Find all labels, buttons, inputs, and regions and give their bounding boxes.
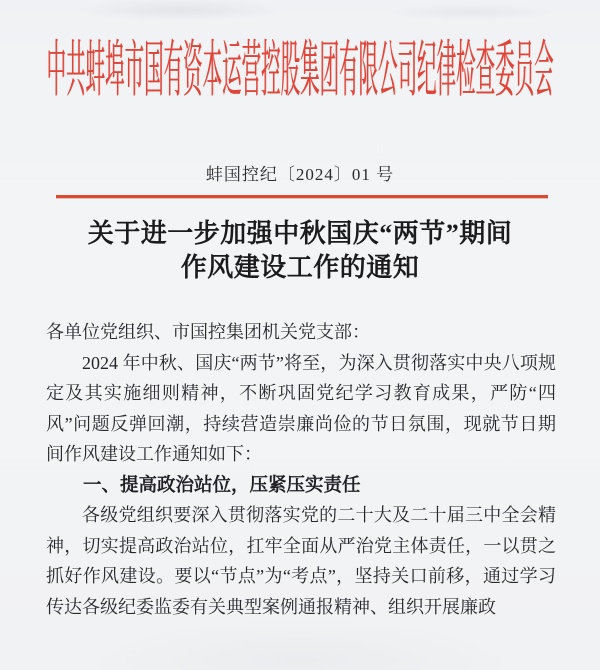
- issuing-org-header: 中共蚌埠市国有资本运营控股集团有限公司纪律检查委员会: [46, 40, 554, 107]
- document-number: 蚌国控纪〔2024〕01 号: [205, 165, 395, 184]
- section-1-body: 各级党组织要深入贯彻落实党的二十大及二十届三中全会精神，切实提高政治站位，扛牢全面从严治党主体责任，一以贯之抓好作风建设。要以“节点”为“考点”，坚持关口前移，通过学习传达各级纪委监委有关典型案例通报精神、组织开展廉政: [46, 505, 556, 617]
- intro-paragraph: 2024 年中秋、国庆“两节”将至，为深入贯彻落实中央八项规定及其实施细则精神，不断巩固党纪学习教育成果，严防“四风”问题反弹回潮，持续营造崇廉尚俭的节日氛围，现就节日期间作风建设工作通知如下：: [46, 352, 556, 464]
- red-divider-line: [56, 195, 548, 198]
- section-1-heading: 一、提高政治站位，压紧压实责任: [83, 473, 361, 495]
- document-body: [46, 317, 556, 622]
- title-line-1: 关于进一步加强中秋国庆“两节”期间: [87, 219, 513, 248]
- title-line-2: 作风建设工作的通知: [180, 253, 420, 282]
- document-title: [0, 217, 600, 285]
- salutation: 各单位党组织、市国控集团机关党支部：: [46, 322, 370, 342]
